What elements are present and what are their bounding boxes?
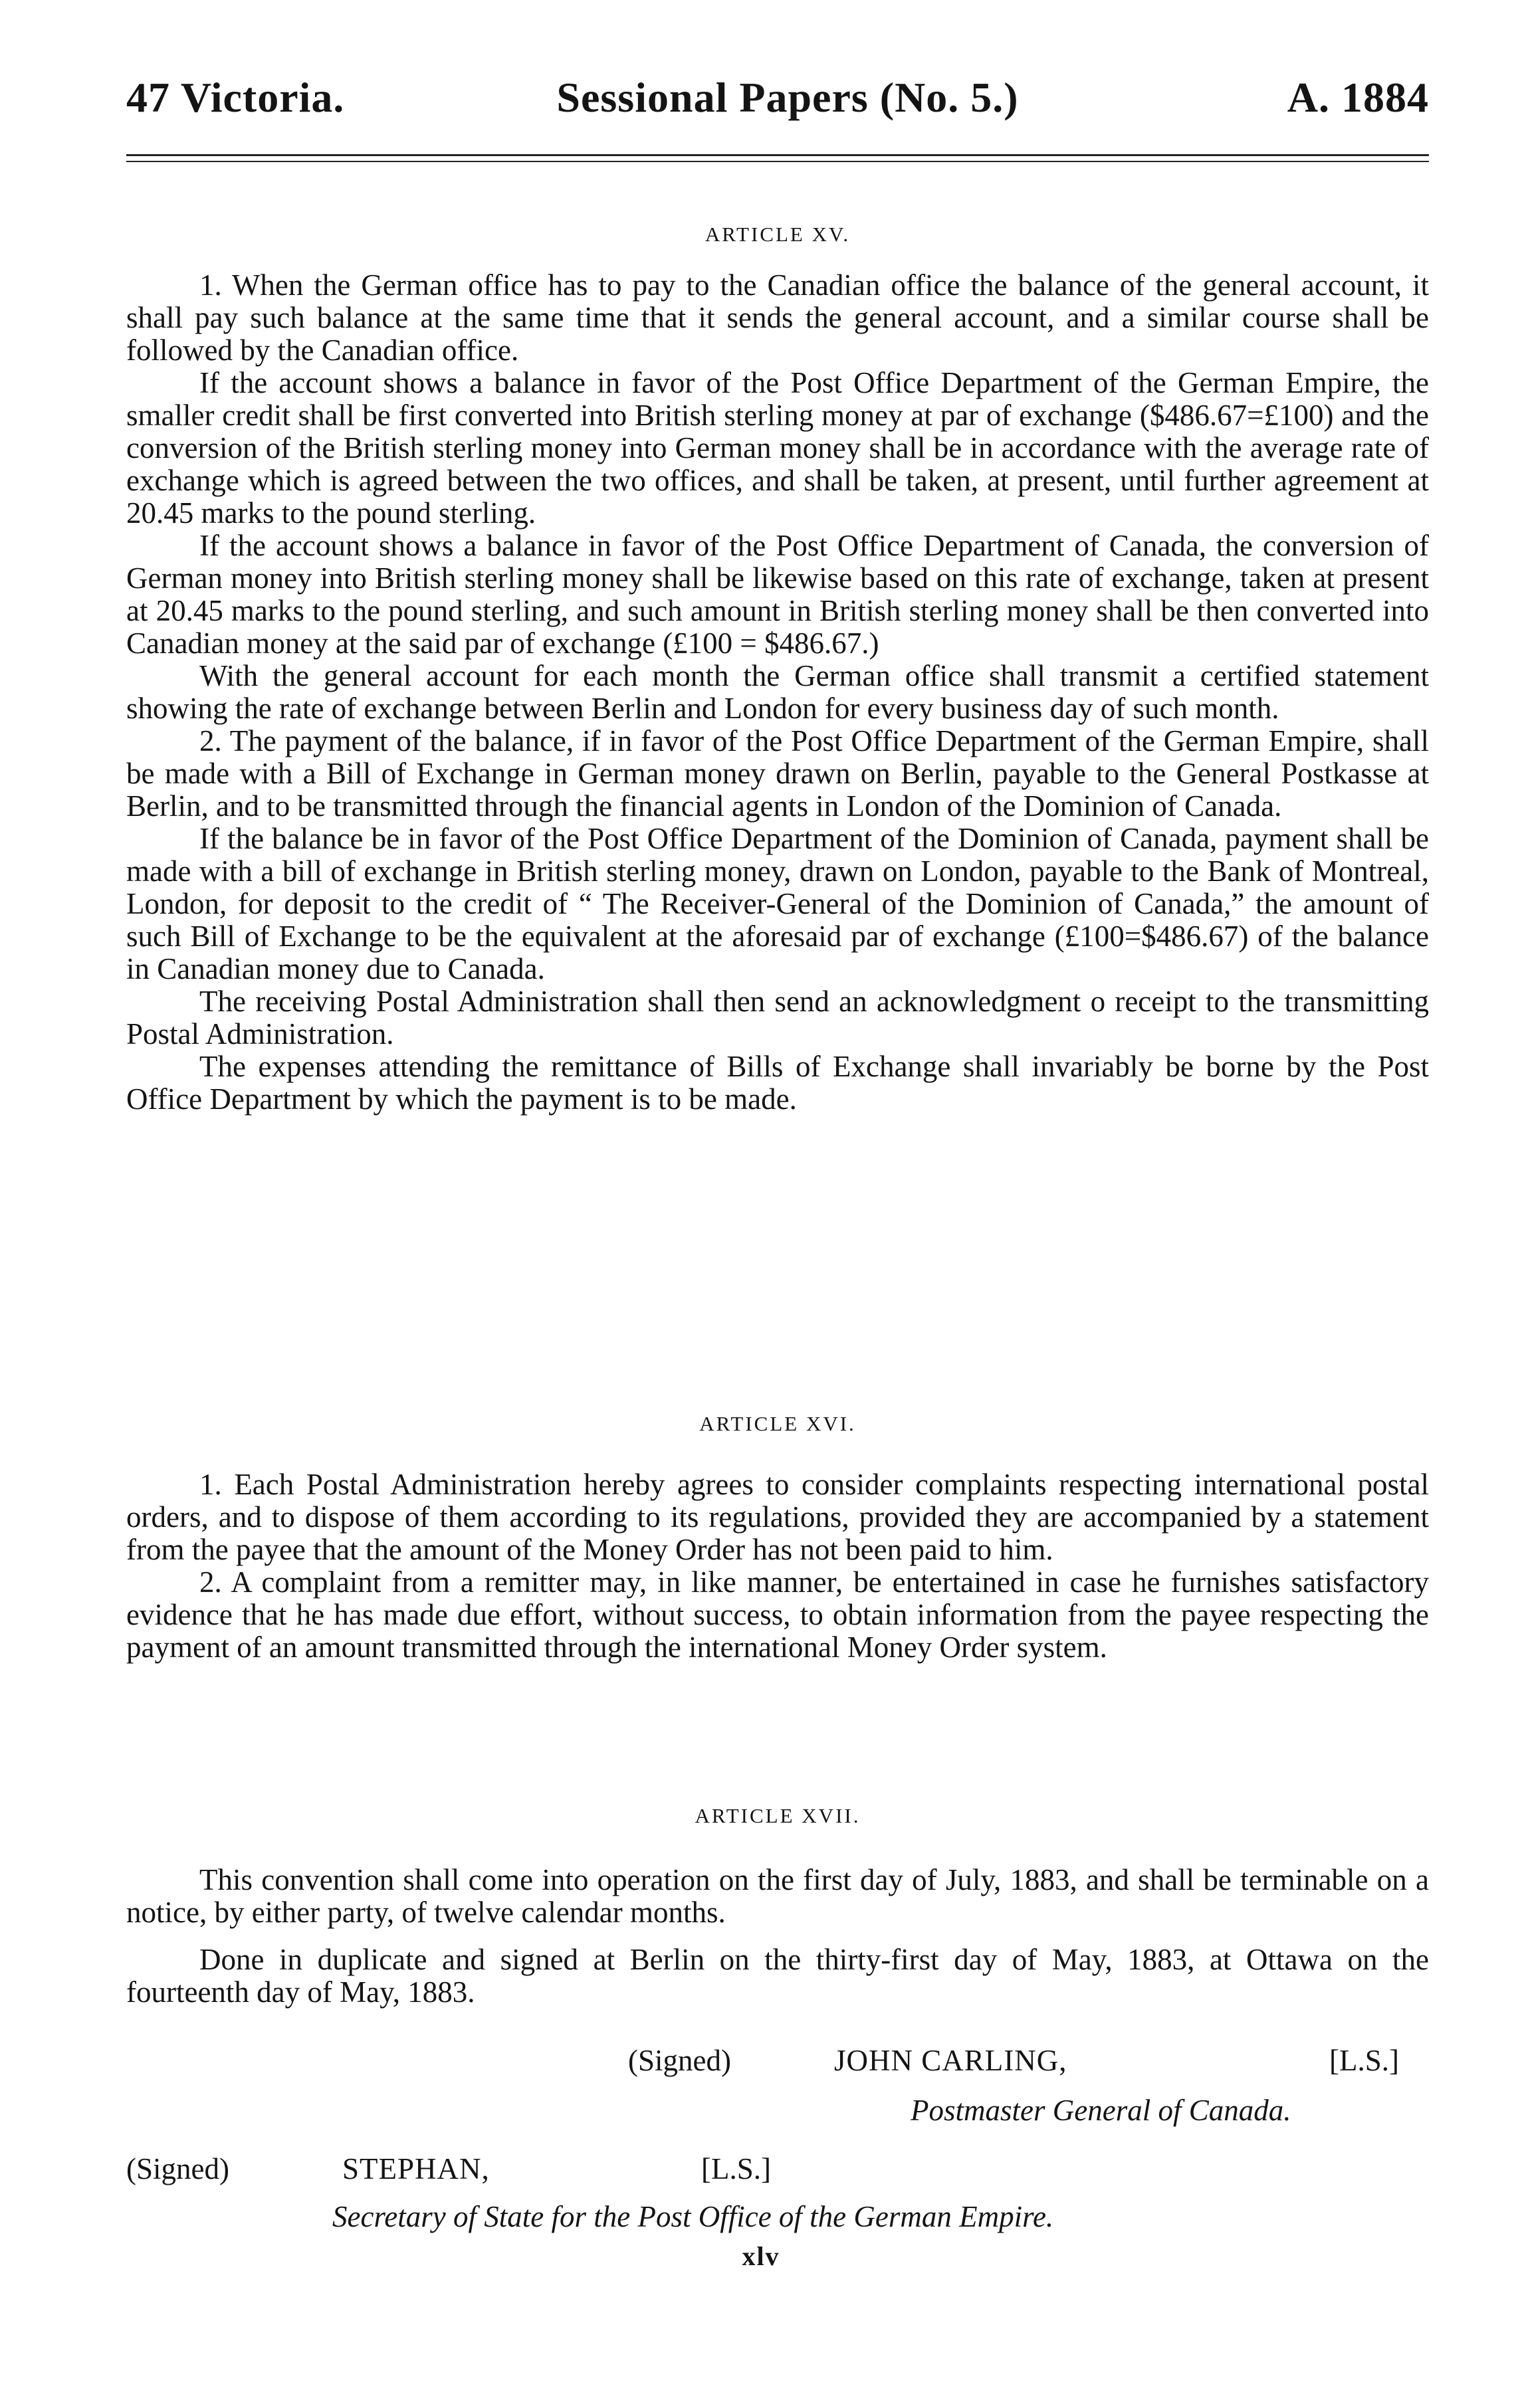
canada-signed-label: (Signed) [628, 2044, 731, 2077]
article-xv-paragraph: If the account shows a balance in favor of the Post Office Department of Canada, the conversion of German money into British sterling money shall be likewise based on this rate of exchange, taken at present at 20.45 marks to the pound sterling, and such amount in British sterling money shall be then converted into Canadian money at the said par of exchange (£100 = $486.67.) [126, 529, 1429, 660]
article-xv-paragraph: If the account shows a balance in favor of the Post Office Department of the German Empire, the smaller credit shall be first converted into British sterling money at par of exchange ($486.67=£100) and the conversion of the British sterling money into German money shall be in accordance with the average rate of exchange which is agreed between the two offices, and shall be taken, at present, until further agreement at 20.45 marks to the pound sterling. [126, 366, 1429, 530]
germany-signatory-title: Secretary of State for the Post Office of the German Empire. [332, 2200, 1054, 2233]
canada-signatory-title: Postmaster General of Canada. [911, 2094, 1291, 2127]
article-xvii-body [126, 1864, 1429, 2009]
header-rule-thin [126, 161, 1429, 162]
article-xv-paragraph: The expenses attending the remittance of Bills of Exchange shall invariably be borne by the Post Office Department by which the payment is to be made. [126, 1050, 1429, 1116]
germany-seal: [L.S.] [701, 2152, 771, 2185]
page-number: xlv [742, 2241, 780, 2271]
article-xvi-paragraph: 2. A complaint from a remitter may, in like manner, be entertained in case he furnishes satisfactory evidence that he has made due effort, without success, to obtain information from the payee respecting the payment of an amount transmitted through the international Money Order system. [126, 1565, 1429, 1664]
header-rule-thick [126, 154, 1429, 156]
header-volume: 47 Victoria. [126, 74, 345, 121]
article-xv-paragraph: The receiving Postal Administration shall then send an acknowledgment o receipt to the transmitting Postal Administration. [126, 985, 1429, 1051]
article-xv-heading: ARTICLE XV. [705, 223, 851, 246]
article-xv-paragraph: With the general account for each month the German office shall transmit a certified statement showing the rate of exchange between Berlin and London for every business day of such month. [126, 659, 1429, 725]
article-xvii-heading: ARTICLE XVII. [695, 1804, 861, 1827]
article-xvi-heading: ARTICLE XVI. [699, 1412, 856, 1435]
article-xvii-paragraph: This convention shall come into operation on the first day of July, 1883, and shall be terminable on a notice, by either party, of twelve calendar months. [126, 1863, 1429, 1929]
article-xvii-paragraph: Done in duplicate and signed at Berlin on the thirty-first day of May, 1883, at Ottawa on the fourteenth day of May, 1883. [126, 1943, 1429, 2009]
canada-signatory-name: JOHN CARLING, [834, 2044, 1067, 2077]
running-header [126, 73, 1429, 126]
article-xvi-body [126, 1468, 1429, 1664]
header-title: Sessional Papers (No. 5.) [556, 74, 1019, 121]
article-xv-paragraph: If the balance be in favor of the Post Office Department of the Dominion of Canada, payment shall be made with a bill of exchange in British sterling money, drawn on London, payable to the Bank of Montreal, London, for deposit to the credit of “ The Receiver-General of the Dominion of Canada,” the amount of such Bill of Exchange to be the equivalent at the aforesaid par of exchange (£100=$486.67) of the balance in Canadian money due to Canada. [126, 822, 1429, 985]
germany-signatory-name: STEPHAN, [342, 2152, 490, 2185]
germany-signed-label: (Signed) [126, 2152, 229, 2185]
article-xv-paragraph: 2. The payment of the balance, if in favor of the Post Office Department of the German Empire, shall be made with a Bill of Exchange in German money drawn on Berlin, payable to the General Postkasse at Berlin, and to be transmitted through the financial agents in London of the Dominion of Canada. [126, 724, 1429, 823]
article-xvi-paragraph: 1. Each Postal Administration hereby agrees to consider complaints respecting international postal orders, and to dispose of them according to its regulations, provided they are accompanied by a statement from the payee that the amount of the Money Order has not been paid to him. [126, 1468, 1429, 1566]
header-year: A. 1884 [1287, 74, 1429, 121]
article-xv-paragraph: 1. When the German office has to pay to the Canadian office the balance of the general account, it shall pay such balance at the same time that it sends the general account, and a similar course shall be followed by the Canadian office. [126, 268, 1429, 367]
article-xv-body [126, 269, 1429, 1116]
canada-seal: [L.S.] [1329, 2044, 1399, 2077]
